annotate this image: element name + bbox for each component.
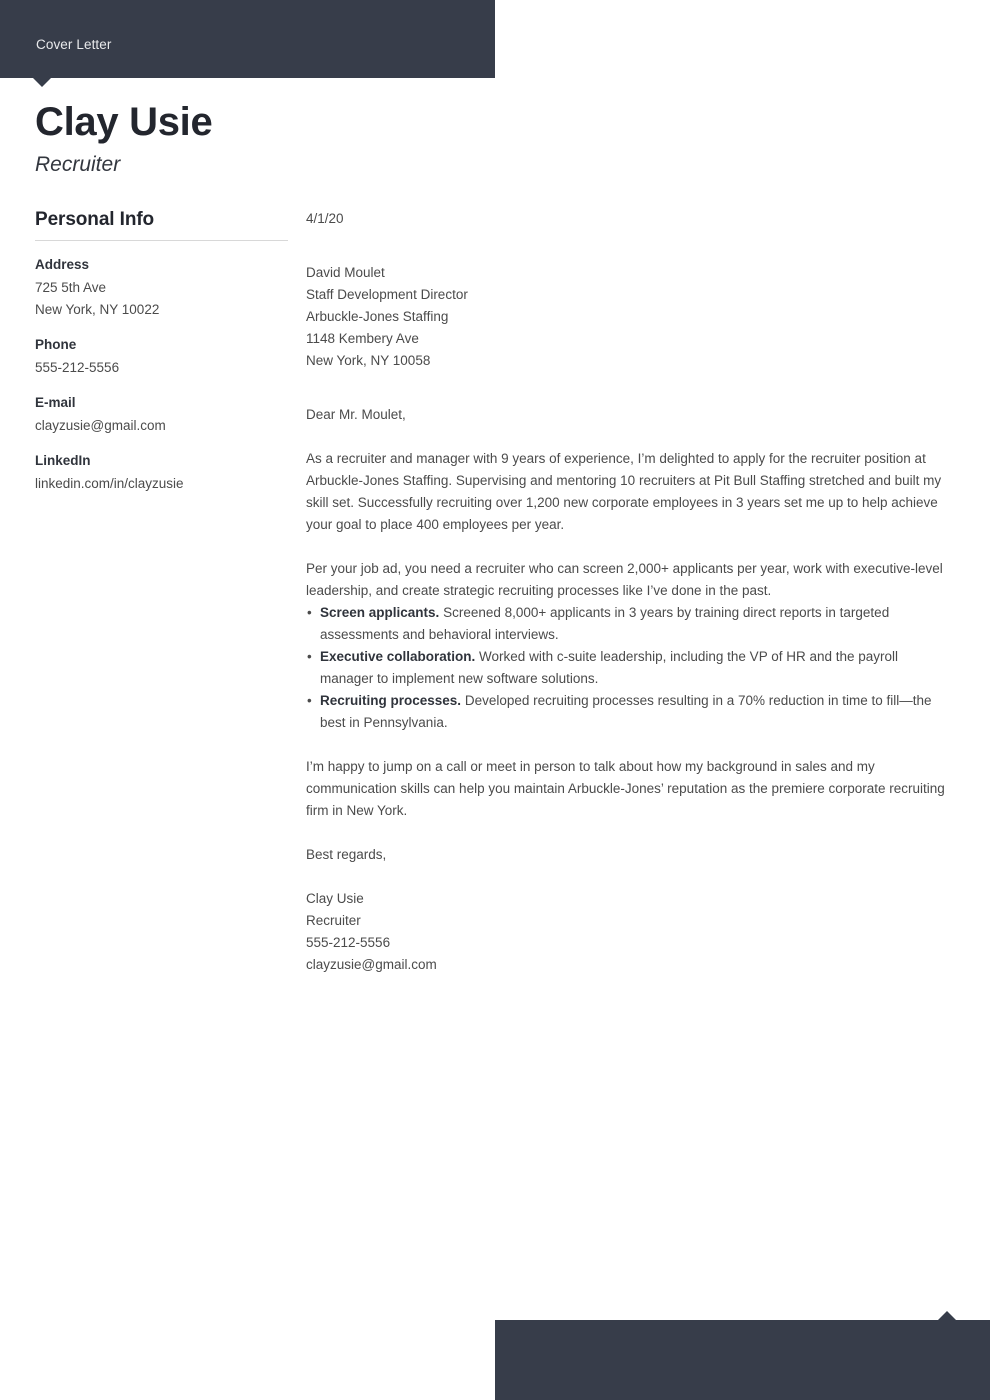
- applicant-name: Clay Usie: [35, 100, 213, 144]
- list-item: [306, 646, 952, 690]
- personal-info-sidebar: [35, 208, 288, 495]
- list-item: [306, 602, 952, 646]
- bullet-text: Screened 8,000+ applicants in 3 years by training direct reports in targeted assessments and behavioral interviews.: [320, 605, 890, 642]
- applicant-job-title: Recruiter: [35, 153, 121, 176]
- cover-letter-body: [306, 208, 952, 976]
- signature-name: Clay Usie: [306, 891, 364, 906]
- info-block-email: [35, 393, 288, 437]
- info-value-phone: 555-212-5556: [35, 360, 120, 375]
- info-value-address-line-2: New York, NY 10022: [35, 302, 160, 317]
- info-value-email[interactable]: clayzusie@gmail.com: [35, 418, 166, 433]
- info-block-linkedin: [35, 451, 288, 495]
- bottom-banner-notch-triangle: [938, 1311, 956, 1320]
- info-label-linkedin: LinkedIn: [35, 453, 91, 468]
- letter-date: 4/1/20: [306, 211, 344, 226]
- top-banner: [0, 0, 495, 78]
- letter-paragraph-2: Per your job ad, you need a recruiter who can screen 2,000+ applicants per year, work with executive-level leadership, and create strategic recruiting processes like I’ve done in the past.: [306, 561, 943, 598]
- bullet-dot-icon: •: [307, 649, 312, 664]
- letter-salutation: Dear Mr. Moulet,: [306, 407, 406, 422]
- letter-paragraph-1: As a recruiter and manager with 9 years of experience, I’m delighted to apply for the recruiter position at Arbuckle-Jones Staffing. Supervising and mentoring 10 recruiters at Pit Bull Staffing stretched and built my skill set. Successfully recruiting over 1,200 new corporate employees in 3 years set me up to help achieve your goal to place 400 employees per year.: [306, 451, 942, 532]
- letter-closing-paragraph: I’m happy to jump on a call or meet in person to talk about how my background in sales and my communication skills can help you maintain Arbuckle-Jones’ reputation as the premiere corporate recruiting firm in New York.: [306, 759, 945, 818]
- recipient-title: Staff Development Director: [306, 287, 468, 302]
- signature-block: [306, 888, 952, 976]
- info-label-email: E-mail: [35, 395, 76, 410]
- personal-info-divider: [35, 240, 288, 241]
- bullet-lead-label: Recruiting processes.: [320, 693, 462, 708]
- signature-email[interactable]: clayzusie@gmail.com: [306, 957, 437, 972]
- bullet-dot-icon: •: [307, 605, 312, 620]
- list-item: [306, 690, 952, 734]
- document-type-label: Cover Letter: [36, 37, 112, 52]
- document-header: [35, 98, 535, 178]
- info-block-phone: [35, 335, 288, 379]
- bullet-lead-label: Screen applicants.: [320, 605, 440, 620]
- top-banner-notch-triangle: [33, 78, 51, 87]
- achievements-list: [306, 602, 952, 734]
- info-value-linkedin[interactable]: linkedin.com/in/clayzusie: [35, 476, 184, 491]
- signature-phone: 555-212-5556: [306, 935, 391, 950]
- info-label-phone: Phone: [35, 337, 77, 352]
- bottom-banner: [495, 1320, 990, 1400]
- personal-info-heading: Personal Info: [35, 209, 155, 230]
- recipient-name: David Moulet: [306, 265, 385, 280]
- signature-title: Recruiter: [306, 913, 361, 928]
- recipient-company: Arbuckle-Jones Staffing: [306, 309, 449, 324]
- bullet-text: Developed recruiting processes resulting in a 70% reduction in time to fill—the best in Pennsylvania.: [320, 693, 932, 730]
- bullet-lead-label: Executive collaboration.: [320, 649, 476, 664]
- info-value-address-line-1: 725 5th Ave: [35, 280, 107, 295]
- recipient-city-state-zip: New York, NY 10058: [306, 353, 431, 368]
- bullet-text: Worked with c-suite leadership, including the VP of HR and the payroll manager to implement new software solutions.: [320, 649, 899, 686]
- recipient-address-block: [306, 262, 952, 372]
- letter-signoff: Best regards,: [306, 847, 387, 862]
- bullet-dot-icon: •: [307, 693, 312, 708]
- info-block-address: [35, 255, 288, 321]
- recipient-street: 1148 Kembery Ave: [306, 331, 419, 346]
- info-label-address: Address: [35, 257, 90, 272]
